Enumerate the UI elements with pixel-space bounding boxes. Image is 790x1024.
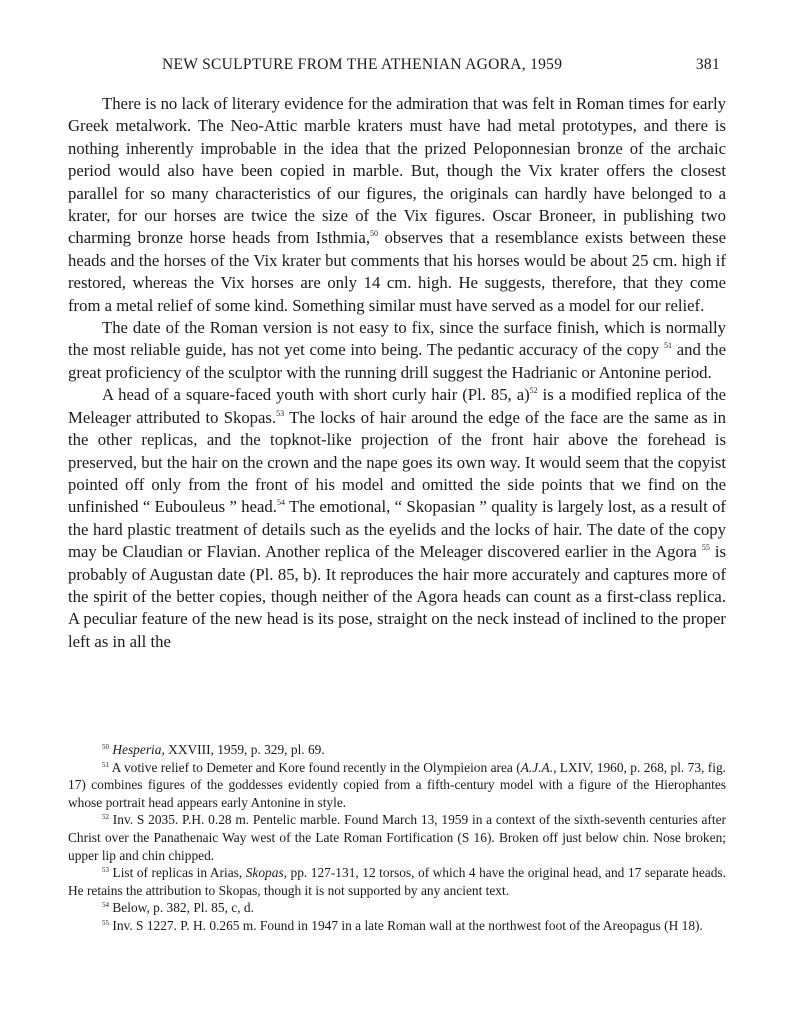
footnote-55 (68, 917, 726, 935)
footnote-text: Inv. S 1227. P. H. 0.265 m. Found in 1947 in a late Roman wall at the northwest foot of the Areopagus (H 18). (112, 917, 703, 933)
footnote-52 (68, 811, 726, 864)
footnote-53 (68, 864, 726, 899)
footnote-ref: 52 (529, 386, 538, 396)
text-run: The date of the Roman version is not easy to fix, since the surface finish, which is normally the most reliable guide, has not yet come into being. The pedantic accuracy of the copy (68, 318, 726, 360)
footnote-54 (68, 899, 726, 917)
footnote-italic: A.J.A. (520, 759, 554, 775)
footnote-italic: Skopas (245, 865, 284, 881)
page-number: 381 (695, 56, 720, 73)
text-run: is a modified replica of the Meleager attributed to Skopas. (68, 385, 726, 427)
footnote-number: 51 (102, 760, 109, 769)
footnote-50 (68, 741, 726, 759)
paragraph (68, 384, 726, 653)
footnote-number: 53 (102, 866, 109, 875)
paragraph (68, 317, 726, 384)
footnote-text: Below, p. 382, Pl. 85, c, d. (112, 900, 254, 916)
footnote-text: Inv. S 2035. P.H. 0.28 m. Pentelic marble. Found March 13, 1959 in a context of the sixth-seventh centuries after Christ over the Panathenaic Way west of the Late Roman Fortification (S 16). Broken off just below chin. Nose broken; upper lip and chin chipped. (68, 812, 727, 863)
footnote-number: 52 (102, 813, 109, 822)
footnote-number: 50 (102, 743, 109, 751)
footnote-text: A votive relief to Demeter and Kore found recently in the Olympieion area ( (111, 759, 521, 775)
footnote-text: , pp. 127-131, 12 torsos, of which 4 have the original head, and 17 separate heads. He retains the attribution to Skopas, though it is not supported by any ancient text. (68, 865, 726, 898)
running-title: NEW SCULPTURE FROM THE ATHENIAN AGORA, 1959 (162, 56, 563, 73)
body-text (68, 93, 726, 653)
text-run: observes that a resemblance exists between these heads and the horses of the Vix krater but comments that his horses would be about 25 cm. high if restored, whereas the Vix horses are only 14 cm. high. He suggests, therefore, that they come from a metal relief of some kind. Something similar must have served as a model for our relief. (68, 228, 726, 315)
footnote-text: , LXIV, 1960, p. 268, pl. 73, fig. 17) combines figures of the goddesses evidently copied from a fifth-century model with a figure of the Hierophantes whose portrait head appears early Antonine in style. (68, 759, 726, 810)
footnote-ref: 51 (663, 341, 672, 351)
paragraph (68, 93, 726, 317)
footnote-italic: Hesperia (112, 742, 162, 757)
text-run: The locks of hair around the edge of the face are the same as in the other replicas, and the topknot-like projection of the front hair above the forehead is preserved, but the hair on the crown and the nape goes its own way. It would seem that the copyist pointed off only from the front of his model and omitted the side points that we find on the unfinished “ Eubouleus ” head. (68, 407, 726, 517)
footnote-number: 55 (102, 918, 109, 927)
footnote-text: List of replicas in Arias, (112, 865, 246, 881)
footnote-number: 54 (102, 901, 109, 910)
footnote-ref: 50 (370, 229, 378, 239)
running-header (110, 56, 720, 80)
footnote-text: , XXVIII, 1959, p. 329, pl. 69. (161, 742, 325, 757)
footnote-ref: 55 (701, 543, 710, 553)
text-run: There is no lack of literary evidence for the admiration that was felt in Roman times for early Greek metalwork. The Neo-Attic marble kraters must have had metal prototypes, and there is nothing inherently improbable in the idea that the prized Peloponnesian bronze of the archaic period would also have been copied in marble. But, though the Vix krater offers the closest parallel for so many characteristics of our figures, the originals can hardly have belonged to a krater, for our horses are twice the size of the Vix figures. Oscar Broneer, in publishing two charming bronze horse heads from Isthmia, (68, 94, 726, 248)
footnote-51 (68, 759, 726, 812)
text-run: The emotional, “ Skopasian ” quality is largely lost, as a result of the hard plastic treatment of details such as the eyelids and the locks of hair. The date of the copy may be Claudian or Flavian. Another replica of the Meleager discovered earlier in the Agora (68, 497, 726, 562)
text-run: A head of a square-faced youth with short curly hair (Pl. 85, a) (102, 385, 530, 405)
text-run: and the great proficiency of the sculptor with the running drill suggest the Hadrianic or Antonine period. (68, 340, 726, 382)
footnotes (68, 741, 726, 935)
text-run: is probably of Augustan date (Pl. 85, b). It reproduces the hair more accurately and captures more of the spirit of the better copies, though neither of the Agora heads can count as a first-class replica. A peculiar feature of the new head is its pose, straight on the neck instead of inclined to the proper left as in all the (68, 542, 726, 651)
footnote-ref: 54 (276, 498, 285, 508)
footnote-ref: 53 (276, 408, 285, 418)
